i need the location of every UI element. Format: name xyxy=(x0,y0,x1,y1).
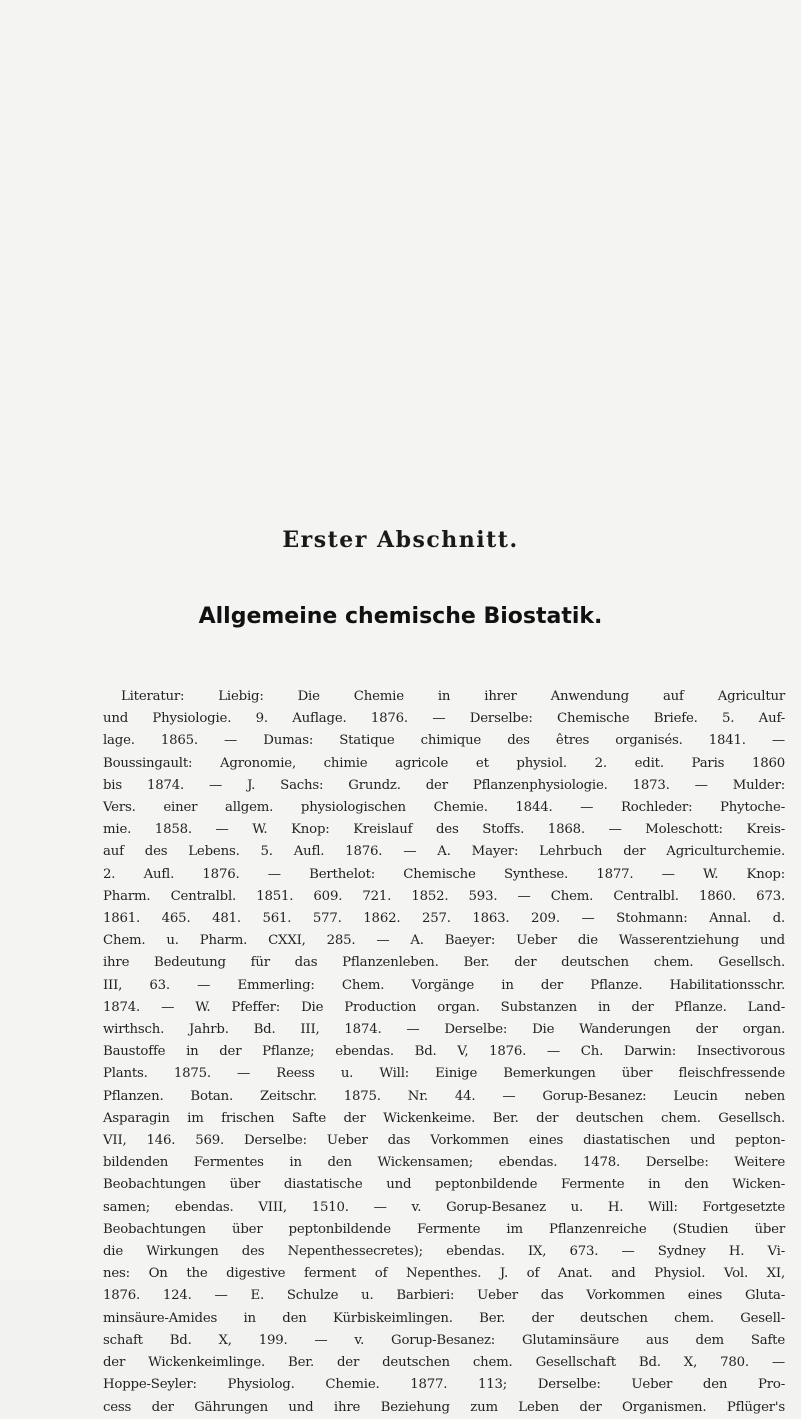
literature-line: Baustoffe in der Pflanze; ebendas. Bd. V, 1876. — Ch. Darwin: Insectivorous xyxy=(103,1044,785,1060)
literature-line: Beobachtungen über peptonbildende Fermente im Pflanzenreiche (Studien über xyxy=(103,1221,785,1237)
literature-line: bis 1874. — J. Sachs: Grundz. der Pflanzenphysiologie. 1873. — Mulder: xyxy=(103,777,785,793)
literature-line: Literatur: Liebig: Die Chemie in ihrer Anwendung auf Agricultur xyxy=(121,689,785,704)
literature-line: wirthsch. Jahrb. Bd. III, 1874. — Derselbe: Die Wanderungen der organ. xyxy=(103,1022,785,1038)
literature-line: minsäure-Amides in den Kürbiskeimlingen. Ber. der deutschen chem. Gesell- xyxy=(103,1310,785,1326)
literature-line: die Wirkungen des Nepenthessecretes); ebendas. IX, 673. — Sydney H. Vi- xyxy=(103,1244,785,1260)
literature-line: samen; ebendas. VIII, 1510. — v. Gorup-Besanez u. H. Will: Fortgesetzte xyxy=(103,1199,785,1215)
literature-line: 1874. — W. Pfeffer: Die Production organ. Substanzen in der Pflanze. Land- xyxy=(103,999,785,1015)
literature-line: und Physiologie. 9. Auflage. 1876. — Derselbe: Chemische Briefe. 5. Auf- xyxy=(103,711,785,727)
literature-line: Chem. u. Pharm. CXXI, 285. — A. Baeyer: Ueber die Wasserentziehung und xyxy=(103,933,785,949)
literature-line: nes: On the digestive ferment of Nepenthes. J. of Anat. and Physiol. Vol. XI, xyxy=(103,1266,785,1282)
literature-line: cess der Gährungen und ihre Beziehung zum Leben der Organismen. Pflüger's xyxy=(103,1399,785,1415)
literature-line: Asparagin im frischen Safte der Wickenkeime. Ber. der deutschen chem. Gesellsch. xyxy=(103,1110,785,1126)
literature-line: 1876. 124. — E. Schulze u. Barbieri: Ueber das Vorkommen eines Gluta- xyxy=(103,1288,785,1304)
literature-line: Hoppe-Seyler: Physiolog. Chemie. 1877. 113; Derselbe: Ueber den Pro- xyxy=(103,1377,785,1393)
literature-line: VII, 146. 569. Derselbe: Ueber das Vorkommen eines diastatischen und pepton- xyxy=(103,1133,785,1149)
literature-paragraph xyxy=(103,686,785,1419)
literature-line: 1861. 465. 481. 561. 577. 1862. 257. 1863. 209. — Stohmann: Annal. d. xyxy=(103,911,785,927)
literature-line: auf des Lebens. 5. Aufl. 1876. — A. Mayer: Lehrbuch der Agriculturchemie. xyxy=(103,844,785,860)
literature-line: der Wickenkeimlinge. Ber. der deutschen chem. Gesellschaft Bd. X, 780. — xyxy=(103,1355,785,1371)
literature-line: Plants. 1875. — Reess u. Will: Einige Bemerkungen über fleischfressende xyxy=(103,1066,785,1082)
literature-line: bildenden Fermentes in den Wickensamen; ebendas. 1478. Derselbe: Weitere xyxy=(103,1155,785,1171)
literature-line: Pflanzen. Botan. Zeitschr. 1875. Nr. 44. — Gorup-Besanez: Leucin neben xyxy=(103,1088,785,1104)
literature-line: Vers. einer allgem. physiologischen Chemie. 1844. — Rochleder: Phytoche- xyxy=(103,800,785,816)
literature-line: mie. 1858. — W. Knop: Kreislauf des Stoffs. 1868. — Moleschott: Kreis- xyxy=(103,822,785,838)
section-heading: Erster Abschnitt. xyxy=(282,527,519,553)
literature-line: Pharm. Centralbl. 1851. 609. 721. 1852. 593. — Chem. Centralbl. 1860. 673. xyxy=(103,888,785,904)
literature-line: III, 63. — Emmerling: Chem. Vorgänge in der Pflanze. Habilitationsschr. xyxy=(103,977,785,993)
literature-line: Boussingault: Agronomie, chimie agricole et physiol. 2. edit. Paris 1860 xyxy=(103,755,785,771)
literature-line: lage. 1865. — Dumas: Statique chimique des êtres organisés. 1841. — xyxy=(103,733,785,749)
literature-line: 2. Aufl. 1876. — Berthelot: Chemische Synthese. 1877. — W. Knop: xyxy=(103,866,785,882)
literature-line: Beobachtungen über diastatische und peptonbildende Fermente in den Wicken- xyxy=(103,1177,785,1193)
chapter-title: Allgemeine chemische Biostatik. xyxy=(198,604,603,629)
literature-line: ihre Bedeutung für das Pflanzenleben. Ber. der deutschen chem. Gesellsch. xyxy=(103,955,785,971)
literature-line: schaft Bd. X, 199. — v. Gorup-Besanez: Glutaminsäure aus dem Safte xyxy=(103,1332,785,1348)
